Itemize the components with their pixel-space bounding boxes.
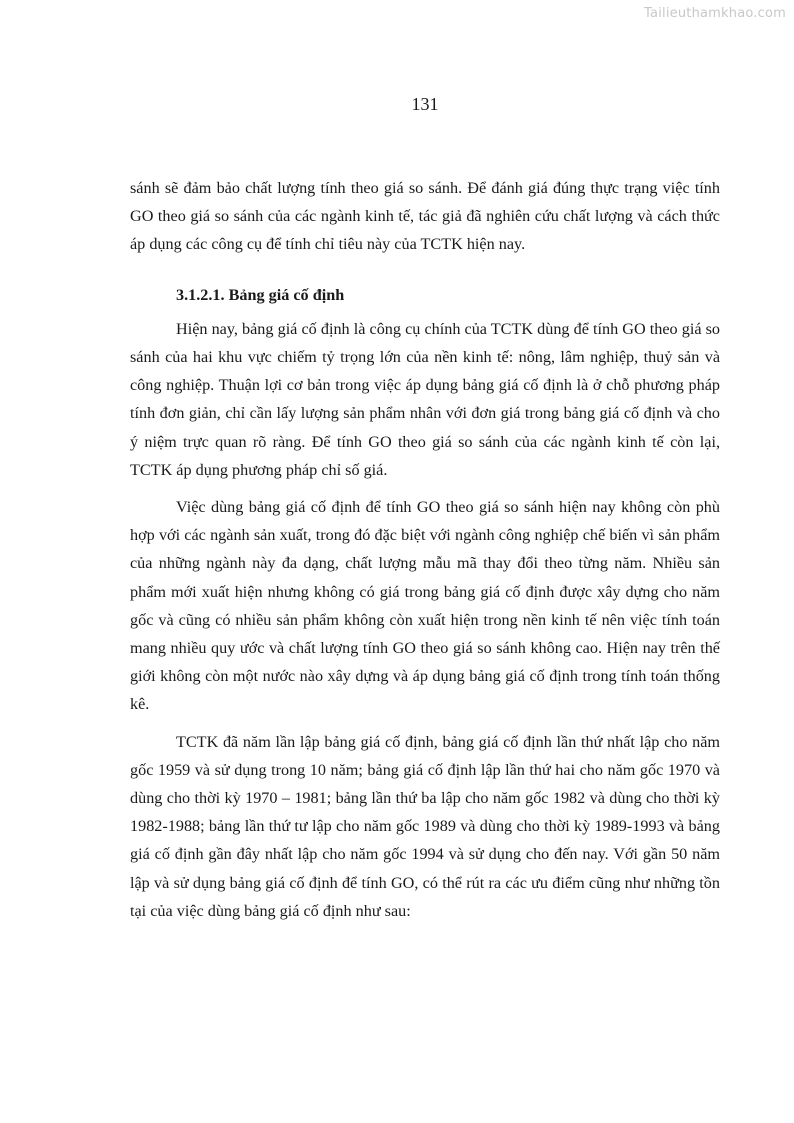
body-paragraph: Hiện nay, bảng giá cố định là công cụ chính của TCTK dùng để tính GO theo giá so sánh của hai khu vực chiếm tỷ trọng lớn của nền kinh tế: nông, lâm nghiệp, thuỷ sản và công nghiệp. Thuận lợi cơ bản trong việc áp dụng bảng giá cố định là ở chỗ phương pháp tính đơn giản, chỉ cần lấy lượng sản phẩm nhân với đơn giá trong bảng giá cố định và cho ý niệm trực quan rõ ràng. Để tính GO theo giá so sánh của các ngành kinh tế còn lại, TCTK áp dụng phương pháp chỉ số giá. [130, 319, 720, 479]
body-paragraph: TCTK đã năm lần lập bảng giá cố định, bảng giá cố định lần thứ nhất lập cho năm gốc 1959 và sử dụng trong 10 năm; bảng giá cố định lập lần thứ hai cho năm gốc 1970 và dùng cho thời kỳ 1970 – 1981; bảng lần thứ ba lập cho năm gốc 1982 và dùng cho thời kỳ 1982-1988; bảng lần thứ tư lập cho năm gốc 1989 và dùng cho thời kỳ 1989-1993 và bảng giá cố định gần đây nhất lập cho năm gốc 1994 và sử dụng cho đến nay. Với gần 50 năm lập và sử dụng bảng giá cố định để tính GO, có thể rút ra các ưu điểm cũng như những tồn tại của việc dùng bảng giá cố định như sau: [130, 732, 720, 920]
page-number: 131 [411, 94, 439, 114]
watermark: Tailieuthamkhao.com [644, 6, 786, 21]
body-paragraph: Việc dùng bảng giá cố định để tính GO theo giá so sánh hiện nay không còn phù hợp với các ngành sản xuất, trong đó đặc biệt với ngành công nghiệp chế biến vì sản phẩm của những ngành này đa dạng, chất lượng mẫu mã thay đổi theo từng năm. Nhiều sản phẩm mới xuất hiện nhưng không có giá trong bảng giá cố định được xây dựng cho năm gốc và cũng có nhiều sản phẩm không còn xuất hiện trong nền kinh tế nên việc tính toán mang nhiều quy ước và chất lượng tính GO theo giá so sánh không cao. Hiện nay trên thế giới không còn một nước nào xây dựng và áp dụng bảng giá cố định trong tính toán thống kê. [130, 498, 720, 714]
intro-paragraph: sánh sẽ đảm bảo chất lượng tính theo giá so sánh. Để đánh giá đúng thực trạng việc tính GO theo giá so sánh của các ngành kinh tế, tác giả đã nghiên cứu chất lượng và cách thức áp dụng các công cụ để tính chỉ tiêu này của TCTK hiện nay. [130, 179, 720, 254]
document-body [130, 174, 720, 925]
section-heading: 3.1.2.1. Bảng giá cố định [176, 285, 345, 304]
